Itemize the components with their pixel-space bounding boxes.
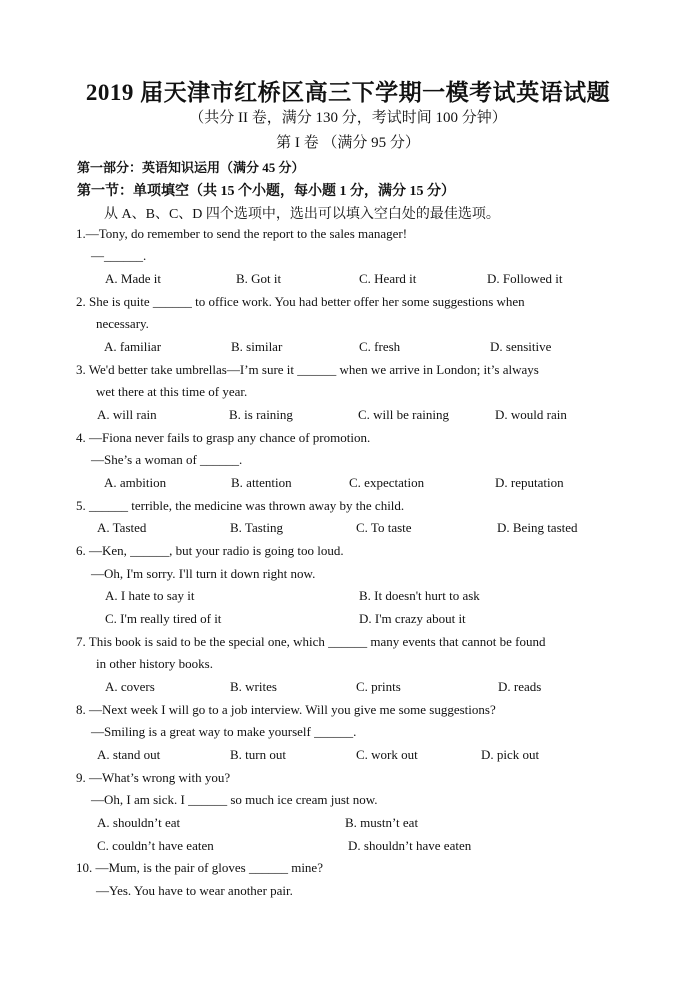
exam-subtitle: （共分 II 卷，满分 130 分，考试时间 100 分钟）	[189, 110, 507, 126]
question-6-response: —Oh, I'm sorry. I'll turn it down right now.	[91, 566, 316, 581]
q3-option-b: B. is raining	[229, 407, 293, 422]
question-6-stem: 6. —Ken, ______, but your radio is going too loud.	[76, 543, 344, 558]
volume-heading: 第 I 卷 （满分 95 分）	[276, 135, 420, 151]
q9-option-c: C. couldn’t have eaten	[97, 838, 214, 853]
q1-option-b: B. Got it	[236, 271, 282, 286]
q2-option-b: B. similar	[231, 339, 283, 354]
q4-option-d: D. reputation	[495, 475, 564, 490]
q8-option-b: B. turn out	[230, 747, 286, 762]
q4-option-a: A. ambition	[104, 475, 167, 490]
question-9-response: —Oh, I am sick. I ______ so much ice cream just now.	[91, 792, 378, 807]
q7-option-c: C. prints	[356, 679, 401, 694]
q3-option-d: D. would rain	[495, 407, 567, 422]
q3-option-a: A. will rain	[97, 407, 157, 422]
question-3-stem: 3. We'd better take umbrellas—I’m sure it ______ when we arrive in London; it’s always	[76, 362, 539, 377]
q7-option-d: D. reads	[498, 679, 542, 694]
question-7-continuation: in other history books.	[96, 656, 213, 671]
instruction-text: 从 A、B、C、D 四个选项中，选出可以填入空白处的最佳选项。	[104, 207, 500, 222]
question-2-stem: 2. She is quite ______ to office work. You had better offer her some suggestions when	[76, 294, 525, 309]
q5-option-d: D. Being tasted	[497, 520, 578, 535]
question-8-response: —Smiling is a great way to make yourself ______.	[91, 724, 357, 739]
question-1-stem: 1.—Tony, do remember to send the report to the sales manager!	[76, 226, 408, 241]
q1-option-d: D. Followed it	[487, 271, 563, 286]
exam-title: 2019 届天津市红桥区高三下学期一模考试英语试题	[85, 80, 611, 105]
question-5-stem: 5. ______ terrible, the medicine was thrown away by the child.	[76, 498, 405, 513]
q2-option-d: D. sensitive	[490, 339, 552, 354]
part-heading: 第一部分：英语知识运用（满分 45 分）	[77, 160, 305, 175]
q2-option-a: A. familiar	[104, 339, 162, 354]
question-10-response: —Yes. You have to wear another pair.	[96, 883, 293, 898]
q4-option-b: B. attention	[231, 475, 292, 490]
q5-option-c: C. To taste	[356, 520, 412, 535]
question-2-continuation: necessary.	[96, 316, 149, 331]
question-8-stem: 8. —Next week I will go to a job interview. Will you give me some suggestions?	[76, 702, 496, 717]
question-9-stem: 9. —What’s wrong with you?	[76, 770, 231, 785]
question-7-stem: 7. This book is said to be the special one, which ______ many events that cannot be found	[76, 634, 546, 649]
q6-option-a: A. I hate to say it	[105, 588, 195, 603]
q5-option-b: B. Tasting	[230, 520, 284, 535]
q6-option-d: D. I'm crazy about it	[359, 611, 466, 626]
q5-option-a: A. Tasted	[97, 520, 147, 535]
question-10-stem: 10. —Mum, is the pair of gloves ______ mine?	[76, 860, 323, 875]
q2-option-c: C. fresh	[359, 339, 401, 354]
q9-option-b: B. mustn’t eat	[345, 815, 419, 830]
section-heading: 第一节：单项填空（共 15 个小题，每小题 1 分，满分 15 分）	[77, 184, 455, 199]
question-4-stem: 4. —Fiona never fails to grasp any chance of promotion.	[76, 430, 371, 445]
q7-option-a: A. covers	[105, 679, 155, 694]
q9-option-d: D. shouldn’t have eaten	[348, 838, 472, 853]
q7-option-b: B. writes	[230, 679, 277, 694]
q3-option-c: C. will be raining	[358, 407, 449, 422]
question-1-response: —______.	[91, 248, 147, 263]
q4-option-c: C. expectation	[349, 475, 425, 490]
q6-option-c: C. I'm really tired of it	[105, 611, 222, 626]
q6-option-b: B. It doesn't hurt to ask	[359, 588, 480, 603]
question-4-response: —She’s a woman of ______.	[91, 452, 243, 467]
q1-option-c: C. Heard it	[359, 271, 417, 286]
q8-option-a: A. stand out	[97, 747, 161, 762]
q8-option-d: D. pick out	[481, 747, 540, 762]
q1-option-a: A. Made it	[105, 271, 161, 286]
question-3-continuation: wet there at this time of year.	[96, 384, 248, 399]
q8-option-c: C. work out	[356, 747, 418, 762]
q9-option-a: A. shouldn’t eat	[97, 815, 181, 830]
